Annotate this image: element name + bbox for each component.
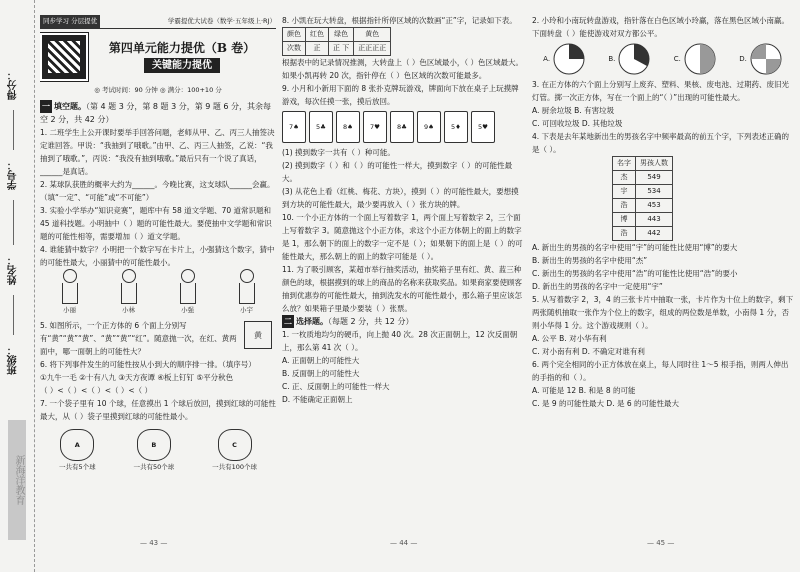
kids-illustration [40, 271, 276, 317]
column-middle [282, 14, 526, 554]
option: A. 公平 B. 对小华有利 [532, 334, 607, 343]
bag: B 一共有50个球 [133, 429, 174, 474]
section-title: 选择题。 [296, 317, 328, 326]
section-number: 二 [284, 317, 292, 326]
option: D. 新出生的男孩的名字中一定使用“宇” [532, 282, 663, 291]
question: 7. 一个袋子里有 10 个球，任意摸出 1 个球后放回，摸到红球的可能性最大，从（ ）袋子里摸到红球的可能性最小。 [40, 399, 276, 421]
bag: C 一共有100个球 [212, 429, 257, 474]
spinner-icon [749, 42, 783, 76]
score-label: 得分： [8, 70, 19, 100]
option: C. 可回收垃圾 D. 其他垃圾 [532, 119, 623, 128]
column-right [532, 14, 794, 554]
kid-figure: 小丽 [62, 269, 78, 317]
question: 3. 在正方体的六个面上分别写上废弃、塑料、果核、废电池、过期药、废旧光灯管。掷一次正方体，写在一个面上的“（ ）”出现的可能性最大。 [532, 80, 790, 102]
question: 4. 谁能猜中数字？小明把一个数字写在卡片上，小强猜这个数字，猜中的可能性最大，小丽猜中的可能性最小。 [40, 245, 275, 267]
spinner-options [532, 42, 794, 76]
bag-icon: C [218, 429, 252, 461]
section-title: 填空题。 [54, 102, 86, 111]
question-part: (1) 摸到数字一共有（ ）种可能。 [282, 148, 395, 157]
page-subtitle: 关键能力提优 [144, 58, 220, 73]
playing-card: 8♠ [336, 111, 360, 143]
tally-table: 颜色 红色 绿色 黄色 次数 正 正 下 正正正正 [282, 27, 391, 56]
question: 根据表中的记录情况推测，大转盘上（ ）色区域最小，（ ）色区域最大。如果小凯再转 20 次，指针停在（ ）色区域的次数可能最多。 [282, 58, 524, 80]
name-label: 姓名： [8, 255, 19, 285]
section-note: （第 4 题 3 分，第 8 题 3 分，第 9 题 6 分，其余每空 2 分，共 42 分） [40, 102, 272, 124]
question: 10. 一个小正方体的一个面上写着数字 1，两个面上写着数字 2，三个面上写着数字 3。随意抛这个小正方体，求这个小正方体朝上的面上的数字是 1，那么朝下的面上的数字一定不是（ ）；如果朝下的面上是（ ）的可能性最大，那么朝上的面上的数字可能是（ ）。 [282, 213, 523, 261]
spinner-icon [683, 42, 717, 76]
question: 8. 小凯在玩大转盘，根据指针所停区域的次数画“正”字，记录如下表。 [282, 16, 517, 25]
option: C. 正、反面朝上的可能性一样大 [282, 382, 390, 391]
option: A. 正面朝上的可能性大 [282, 356, 360, 365]
question: 3. 实验小学举办“知识竞赛”，题库中有 58 道文学题、70 道常识题和 45 道科技题。小明抽中（ ）题的可能性最大。要使抽中文学题和常识题的可能性相等，需要增加（ ）道文学题。 [40, 206, 272, 241]
playing-card: 8♣ [390, 111, 414, 143]
class-label: 班级： [8, 345, 19, 375]
question: 6. 两个完全相同的小正方体放在桌上，每人同时往 1～5 根手指，则两人伸出的手指的和（ ）。 [532, 360, 789, 382]
qr-code-icon [40, 33, 88, 81]
series-title: 学霸提优大试卷（数学·五年级上·RJ） [167, 16, 276, 25]
bag-icon: B [137, 429, 171, 461]
header [40, 14, 276, 29]
option: C. 新出生的男孩的名字中使用“浩”的可能性比使用“浩”的要小 [532, 269, 738, 278]
kid-figure: 小强 [180, 269, 196, 317]
spinner-icon [617, 42, 651, 76]
option: C. 对小南有利 D. 不确定对谁有利 [532, 347, 645, 356]
id-line [13, 110, 14, 150]
playing-card: 7♥ [363, 111, 387, 143]
spinner-option: A. [543, 42, 586, 76]
question: 6. 将下列事件发生的可能性按从小到大的顺序排一排。（填序号） [40, 360, 256, 369]
option: B. 新出生的男孩的名字中使用“杰” [532, 256, 648, 265]
names-table: 名字 男孩人数 杰 549 宇 534 浩 453 博 443 浩 442 [612, 156, 673, 241]
question: 4. 下表是去年某地新出生的男孩名字中频率最高的前五个字，下列表述正确的是（ ）。 [532, 132, 790, 154]
page-number: — 45 — [647, 539, 675, 547]
title-block [40, 33, 276, 81]
bag-icon: A [60, 429, 94, 461]
page-title: 第四单元能力提优（B 卷） [108, 40, 256, 55]
bag: A 一共有5个球 [59, 429, 96, 474]
option: C. 是 9 的可能性最大 D. 是 6 的可能性最大 [532, 399, 680, 408]
spinner-option: B. [608, 42, 651, 76]
playing-card: 5♣ [309, 111, 333, 143]
question-part: (2) 摸到数字（ ）和（ ）的可能性一样大，摸到数字（ ）的可能性最大。 [282, 161, 513, 183]
question: 2. 小玲和小南玩转盘游戏，指针落在白色区域小玲赢，落在黑色区域小南赢。下面转盘（ ）能使游戏对双方都公平。 [532, 16, 790, 38]
column-left [40, 14, 276, 554]
bags-figure [40, 429, 276, 474]
kid-figure: 小林 [121, 269, 137, 317]
playing-card: 5♥ [471, 111, 495, 143]
question: 1. 二班学生上公开课时要举手回答问题，老师从甲、乙、丙三人抽签决定谁回答。甲说：“我抽到了哦歌。”由甲、乙、丙三人抽签，乙说：“我抽到了哦歌。”，丙说：“我没有抽到哦歌。”最后只有一个说了真话，______是真话。 [40, 128, 275, 176]
playing-card: 7♠ [282, 111, 306, 143]
page-number: — 44 — [390, 539, 418, 547]
class-line [13, 295, 14, 335]
option: A. 厨余垃圾 B. 有害垃圾 [532, 106, 615, 115]
spinner-option: D. [739, 42, 783, 76]
option: D. 不能确定正面朝上 [282, 395, 353, 404]
playing-cards [282, 111, 526, 143]
option: B. 反面朝上的可能性大 [282, 369, 360, 378]
question: 5. 从写着数字 2，3，4 的三张卡片中抽取一张，卡片作为十位上的数字，剩下两张随机抽取一张作为个位上的数字，组成的两位数是单数，小南得 1 分，否则小华得 1 分。这个游戏规则（ ）。 [532, 295, 794, 330]
section-note: （每题 2 分，共 12 分） [328, 317, 414, 326]
binding-margin [0, 0, 35, 572]
cube-figure: 黄 [244, 321, 272, 349]
section-fill-blank [40, 100, 276, 126]
question: 1. 一枚质地均匀的硬币，向上抛 40 次。28 次正面朝上，12 次反面朝上，那么第 41 次（ ）。 [282, 330, 518, 352]
student-id-label: 学号： [8, 160, 19, 190]
section-number: 一 [42, 102, 50, 111]
kid-figure: 小宇 [239, 269, 255, 317]
brand-tag: 同步学习 分层提优 [40, 15, 100, 28]
spinner-icon [552, 42, 586, 76]
question: 9. 小月和小新用下面的 8 张扑克牌玩游戏，牌面向下放在桌子上玩摸牌游戏，每次任摸一张，摸后放回。 [282, 84, 519, 106]
question: 5. 如图所示，一个正方体的 6 个面上分别写有“黄”“黄”“黄”、“黄”“黄”“红”。随意抛一次，在红、黄两面中，哪一面朝上的可能性大？ [40, 321, 237, 356]
option: A. 新出生的男孩的名字中使用“宇”的可能性比使用“博”的要大 [532, 243, 738, 252]
section-choice [282, 315, 526, 328]
page-number: — 43 — [140, 539, 168, 547]
question: 2. 某球队获胜的概率大约为______。今晚比赛，这支球队______会赢。（填“一定”、“可能”或“不可能”） [40, 180, 275, 202]
name-line [13, 200, 14, 245]
spinner-option: C. [674, 42, 717, 76]
question: 11. 为了吸引顾客，某超市举行抽奖活动，抽奖箱子里有红、黄、蓝三种颜色的球，根据摸到的球上的商品的名称来获取奖品。如果商家要使顾客抽到优惠券的可能性最大，抽到洗发水的可能性最小，那么箱子里应该怎么放？如果箱子里最少要装（ ）张票。 [282, 265, 522, 313]
watermark: 新海洋教育 [8, 420, 26, 540]
exam-meta: ◎ 考试时间：90 分钟 ◎ 满分：100+10 分 [94, 86, 222, 94]
options: ①九牛一毛 ②十有八九 ③天方夜谭 ④板上钉钉 ⑤平分秋色 [40, 373, 234, 382]
answer-blanks: （ ）<（ ）<（ ）<（ ）<（ ） [40, 386, 153, 395]
playing-card: 5♦ [444, 111, 468, 143]
question-part: (3) 从花色上看（红桃、梅花、方块），摸到（ ）的可能性最大，要想摸到方块的可能性最大，最少要再放入（ ）张方块的牌。 [282, 187, 519, 209]
option: A. 可能是 12 B. 和是 8 的可能 [532, 386, 636, 395]
playing-card: 9♠ [417, 111, 441, 143]
